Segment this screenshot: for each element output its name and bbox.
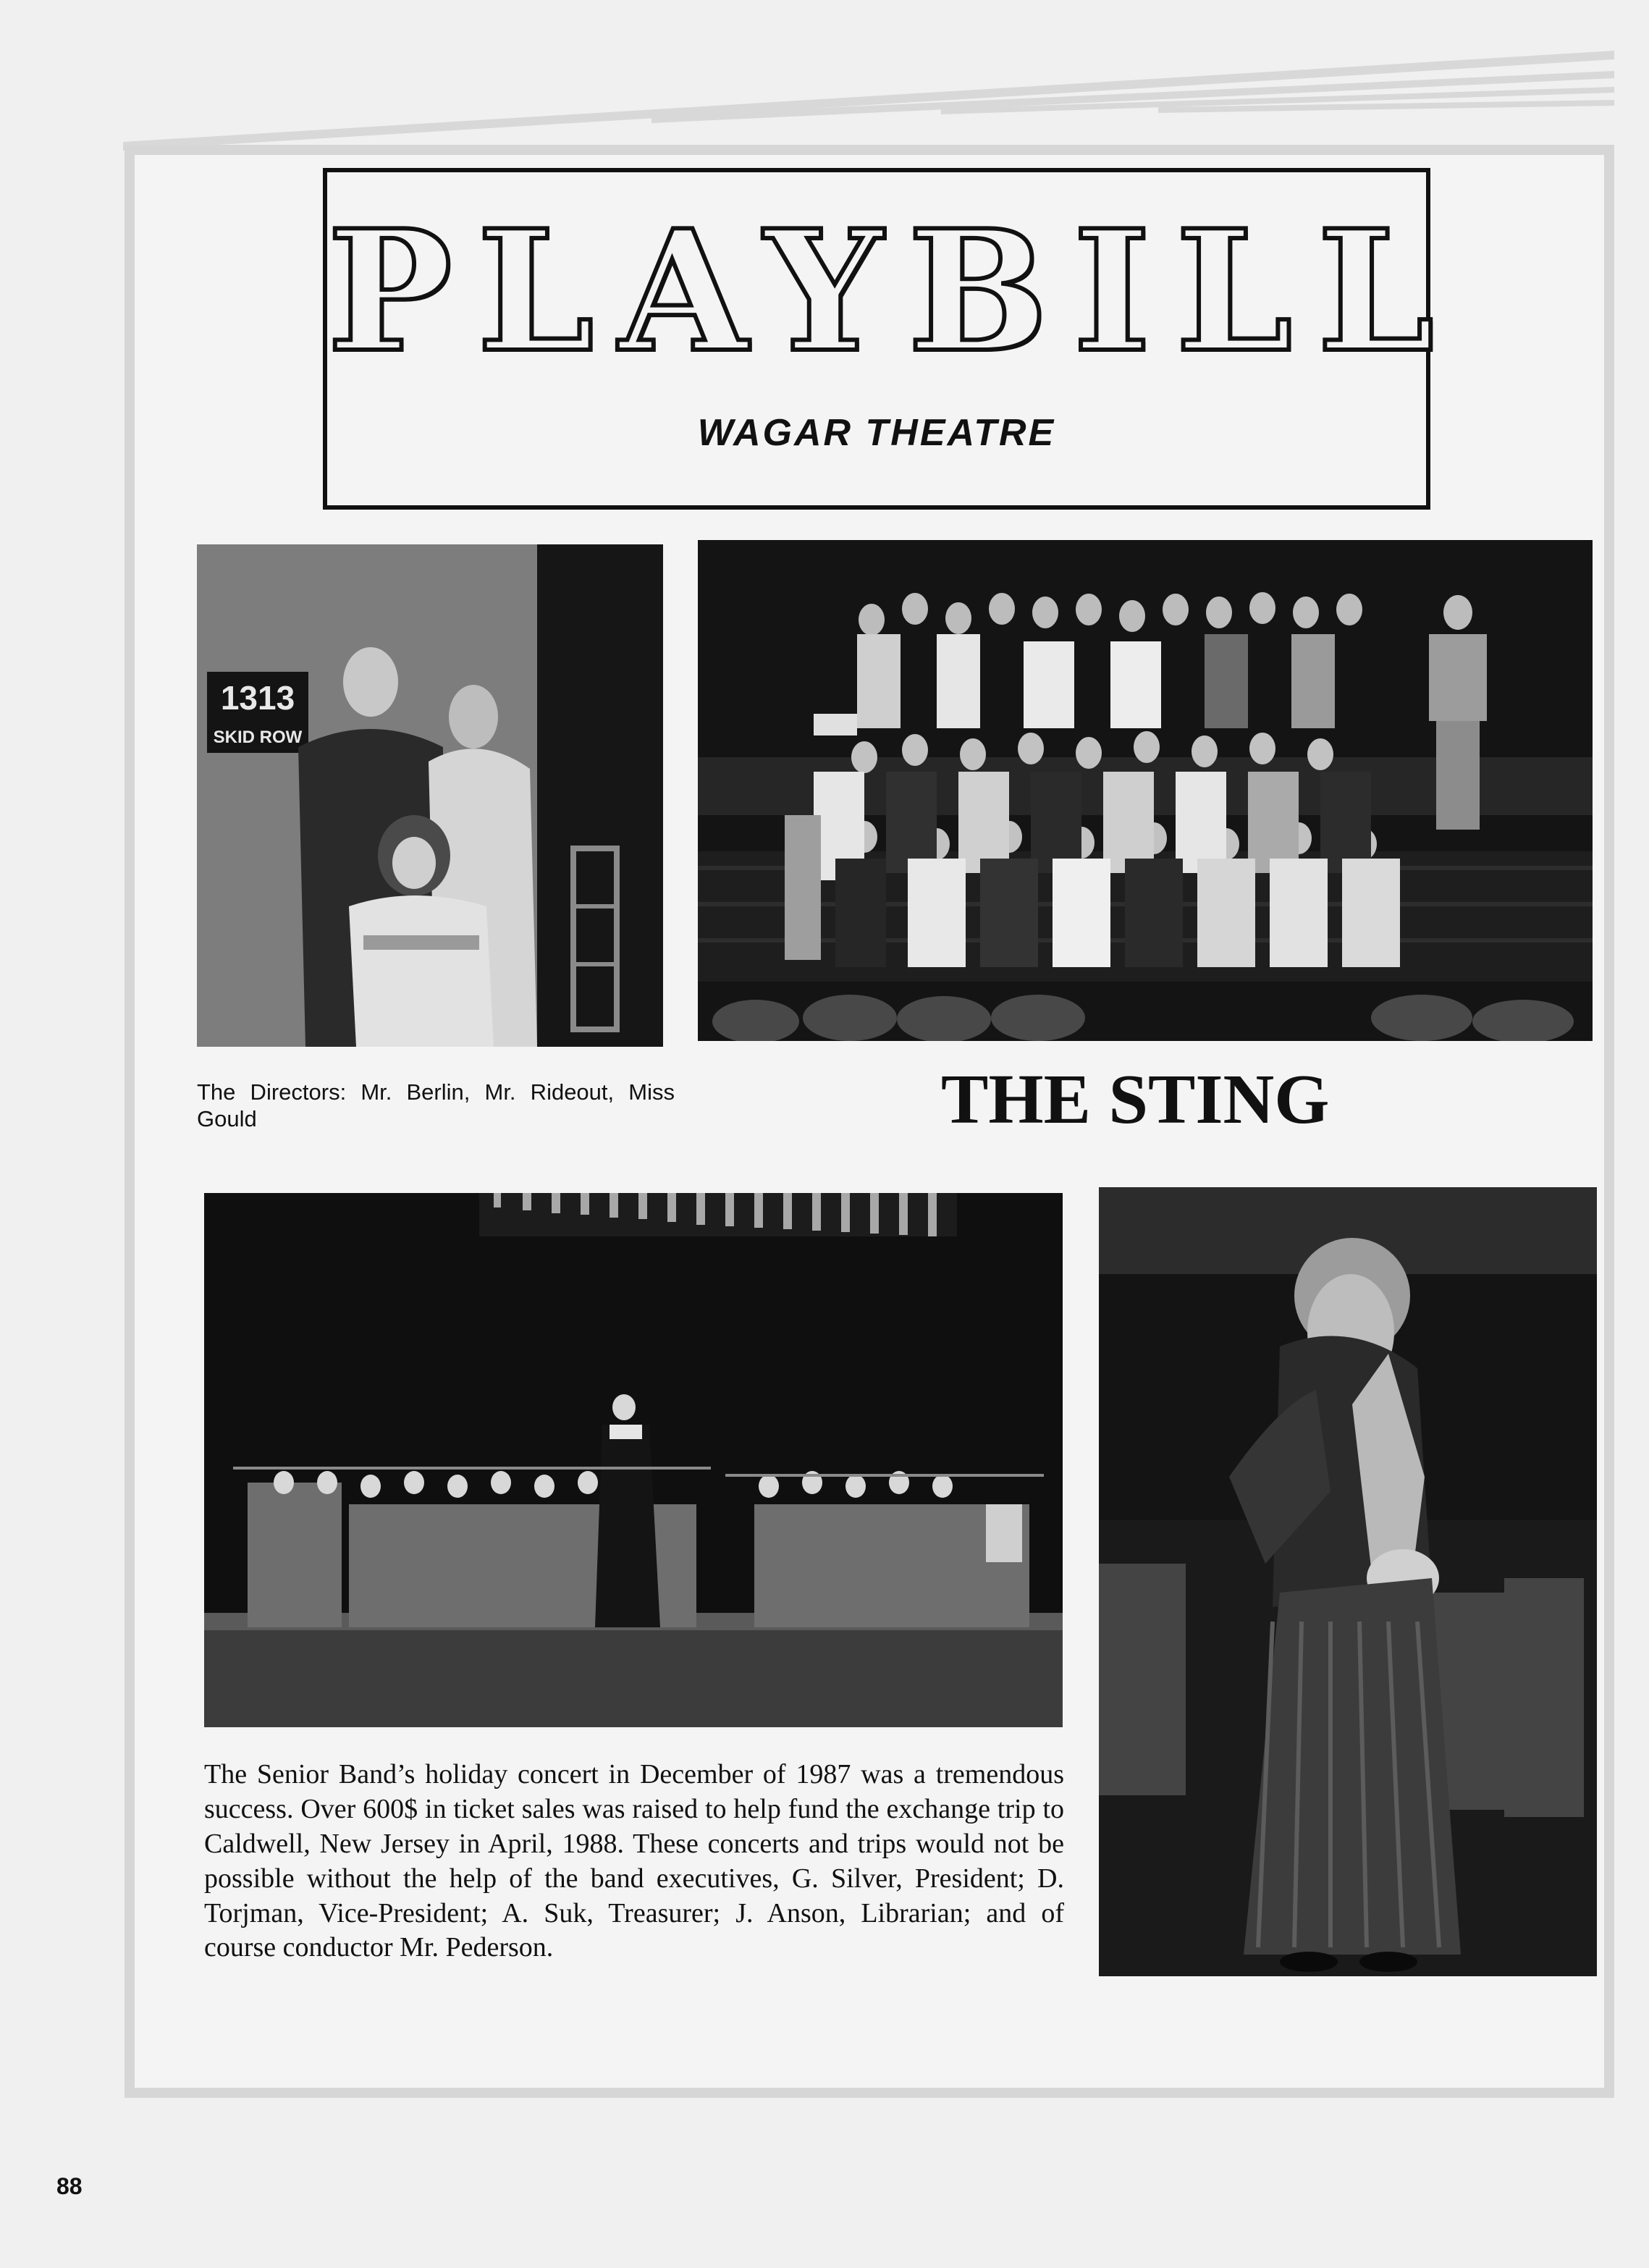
sting-cast-photo bbox=[698, 540, 1593, 1041]
playbill-header bbox=[323, 168, 1459, 510]
playbill-title: PLAYBILL bbox=[327, 194, 1459, 389]
band-concert-paragraph: The Senior Band’s holiday concert in December of 1987 was a tremendous success. Over 600$ in ticket sales was raised to help fund the exchange trip to Caldwell, New Jersey in April, 1988. These concerts and trips would not be possible without the help of the band executives, G. Silver, President; D. Torjman, Vice-President; A. Suk, Treasurer; J. Anson, Librarian; and of course conductor Mr. Pederson. bbox=[204, 1759, 1064, 1963]
sign-number: 1313 bbox=[220, 679, 295, 717]
page-number: 88 bbox=[56, 2173, 83, 2199]
decorative-stripes bbox=[0, 0, 1649, 159]
directors-photo bbox=[197, 544, 663, 1047]
directors-caption: The Directors: Mr. Berlin, Mr. Rideout, Miss Gould bbox=[197, 1079, 675, 1132]
band-concert-photo bbox=[204, 1193, 1063, 1727]
sign-street: SKID ROW bbox=[213, 728, 303, 747]
theatre-name: WAGAR THEATRE bbox=[697, 412, 1056, 454]
the-sting-heading: THE STING bbox=[941, 1061, 1330, 1139]
saxophonist-photo bbox=[1099, 1187, 1597, 1976]
